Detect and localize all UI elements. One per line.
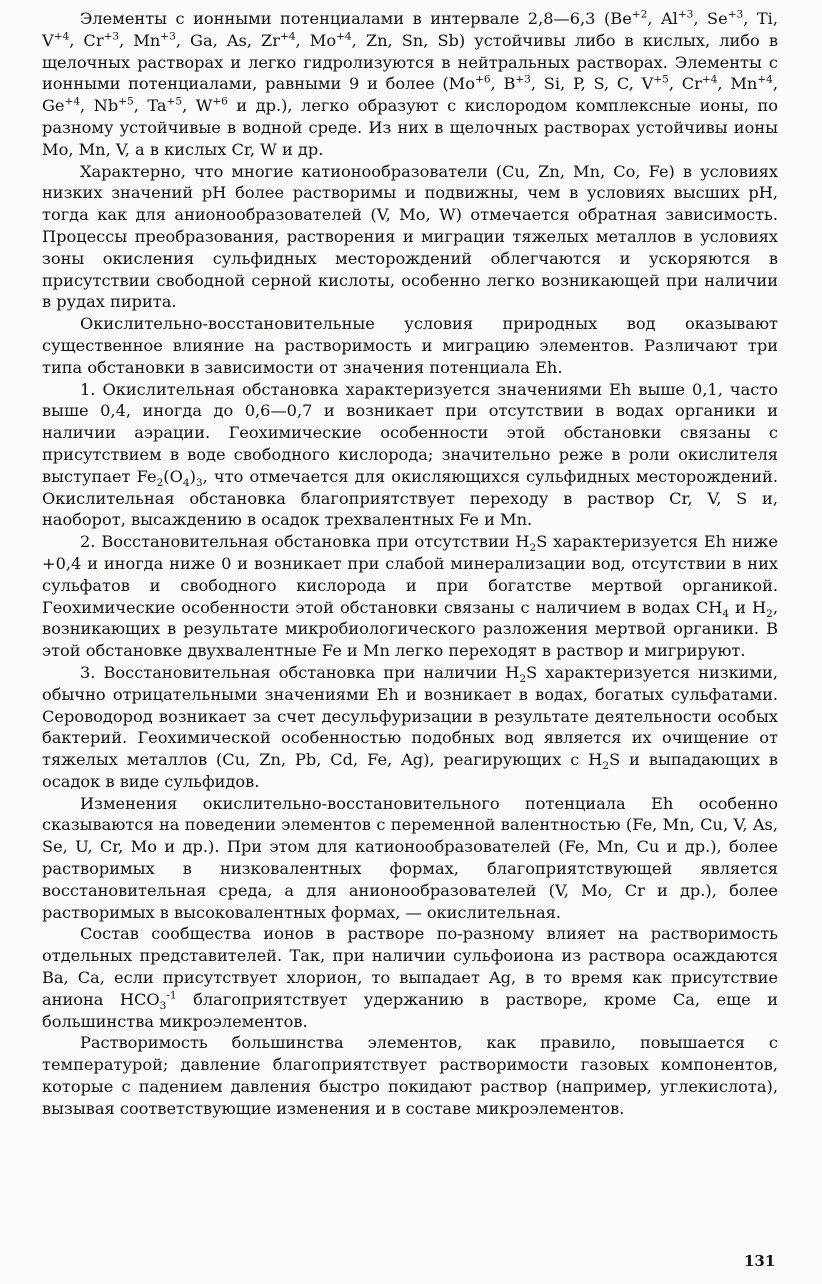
paragraph-reducing-without-h2s: 2. Восстановительная обстановка при отсутствии $H_2S$ характеризуется Eh ниже +0,4 и иногда ниже 0 и возникает при слабой минерализации вод, отсутствии в них сульфатов и свободного кислорода и при богатстве мертвой органикой. Геохимические особенности этой обстановки связаны с наличием в водах $CH_4$ и $H_2$, возникающих в результате микробиологического разложения мертвой органики. В этой обстановке двухвалентные Fe и Mn легко переходят в раствор и мигрируют. [42, 532, 779, 661]
paragraph-reducing-with-h2s: 3. Восстановительная обстановка при наличии $H_2S$ характеризуется низкими, обычно отрицательными значениями Eh и возникает в водах, богатых сульфатами. Сероводород возникает за счет десульфуризации в результате деятельности особых бактерий. Геохимической особенностью подобных вод является их очищение от тяжелых металлов (Cu, Zn, Pb, Cd, Fe, Ag), реагирующих с $H_2S$ и выпадающих в осадок в виде сульфидов. [42, 662, 778, 791]
paragraph-ion-community: Состав сообщества ионов в растворе по-разному влияет на растворимость отдельных представителей. Так, при наличии сульфоиона из раствора осаждаются Ba, Ca, если присутствует хлорион, то выпадает Ag, в то время как присутствие аниона $HCO_3^{-1}$ благоприятствует удержанию в растворе, кроме Ca, еще и большинства микроэлементов. [42, 924, 778, 1031]
page-body [42, 8, 778, 1120]
paragraph-cation-anion-formers: Характерно, что многие катионообразователи (Cu, Zn, Mn, Co, Fe) в условиях низких значений pH более растворимы и подвижны, чем в условиях высших pH, тогда как для анионообразователей (V, Mo, W) отмечается обратная зависимость. Процессы преобразования, растворения и миграции тяжелых металлов в условиях зоны окисления сульфидных месторождений облегчаются и ускоряются в присутствии свободной серной кислоты, особенно легко возникающей при наличии в рудах пирита. [42, 161, 778, 312]
paragraph-temperature-pressure: Растворимость большинства элементов, как правило, повышается с температурой; давление благоприятствует растворимости газовых компонентов, которые с падением давления быстро покидают раствор (например, углекислота), вызывая соответствующие изменения и в составе микроэлементов. [42, 1033, 778, 1118]
paragraph-eh-variable-valence: Изменения окислительно-восстановительного потенциала Eh особенно сказываются на поведении элементов с переменной валентностью (Fe, Mn, Cu, V, As, Se, U, Cr, Mo и др.). При этом для катионообразователей (Fe, Mn, Cu и др.), более растворимых в низковалентных формах, благоприятствующей является восстановительная среда, а для анионообразователей (V, Mo, Cr и др.), более растворимых в высоковалентных формах, — окислительная. [42, 793, 778, 922]
paragraph-oxidizing-environment: 1. Окислительная обстановка характеризуется значениями Eh выше 0,1, часто выше 0,4, иногда до 0,6—0,7 и возникает при отсутствии в водах органики и наличии аэрации. Геохимические особенности этой обстановки связаны с присутствием в воде свободного кислорода; значительно реже в роли окислителя выступает $Fe_2(O_4)_3$, что отмечается для окисляющихся сульфидных месторождений. Окислительная обстановка благоприятствует переходу в раствор Cr, V, S и, наоборот, высаждению в осадок трехвалентных Fe и Mn. [42, 379, 778, 530]
paragraph-redox-conditions: Окислительно-восстановительные условия природных вод оказывают существенное влияние на растворимость и миграцию элементов. Различают три типа обстановки в зависимости от значения потенциала Eh. [42, 314, 778, 377]
paragraph-ionic-potentials: Элементы с ионными потенциалами в интервале 2,8—6,3 ($Be^{+2}$, $Al^{+3}$, $Se^{+3}$, Ti, $V^{+4}$, $Cr^{+3}$, $Mn^{+3}$, Ga, As, $Zr^{+4}$, $Mo^{+4}$, Zn, Sn, Sb) устойчивы либо в кислых, либо в щелочных растворах и легко гидролизуются в нейтральных растворах. Элементы с ионными потенциалами, равными 9 и более ($Mo^{+6}$, $B^{+3}$, Si, P, S, C, $V^{+5}$, $Cr^{+4}$, $Mn^{+4}$, $Ge^{+4}$, $Nb^{+5}$, $Ta^{+5}$, $W^{+6}$ и др.), легко образуют с кислородом комплексные ионы, по разному устойчивые в водной среде. Из них в щелочных растворах устойчивы ионы Mo, Mn, V, а в кислых Cr, W и др. [42, 8, 778, 159]
page-number: 131 [744, 1252, 776, 1270]
